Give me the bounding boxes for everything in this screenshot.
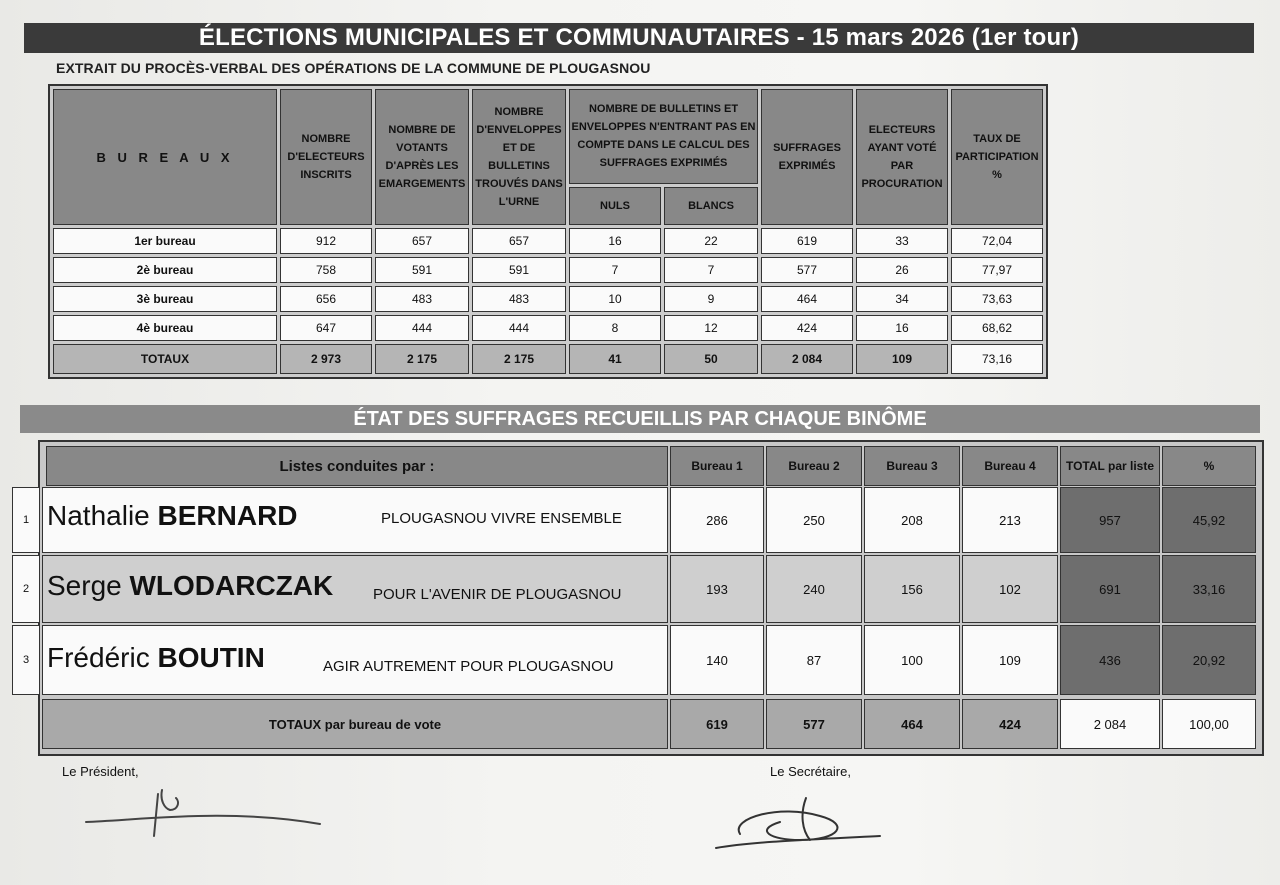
cell-bureau-3: 156 [864,555,960,623]
table-row [53,315,1043,341]
cell-taux: 73,63 [951,286,1043,312]
cell-enveloppes: 591 [472,257,566,283]
cell-bureau-1: 193 [670,555,764,623]
header-bureau-2: Bureau 2 [766,446,862,486]
header-procuration: ELECTEURS AYANT VOTÉ PAR PROCURATION [856,89,948,225]
totals-row [53,344,1043,374]
total-enveloppes: 2 175 [472,344,566,374]
row-number: 3 [12,625,40,695]
cell-bureau-1: 140 [670,625,764,695]
total-taux: 73,16 [951,344,1043,374]
cell-nuls: 8 [569,315,661,341]
header-inscrits: NOMBRE D'ELECTEURS INSCRITS [280,89,372,225]
cell-blancs: 12 [664,315,758,341]
cell-inscrits: 758 [280,257,372,283]
candidate-name [47,570,333,602]
total-votants: 2 175 [375,344,469,374]
secretaire-label: Le Secrétaire, [770,764,851,779]
list-name-cell [42,625,668,695]
candidate-last-name: BERNARD [157,500,298,531]
cell-bureau-3: 100 [864,625,960,695]
candidate-first-name: Serge [47,570,122,601]
header-participation: TAUX DE PARTICIPATION % [951,89,1043,225]
row-number: 1 [12,487,40,553]
president-signature [80,780,340,850]
cell-bureau-4: 109 [962,625,1058,695]
row-number: 2 [12,555,40,623]
cell-enveloppes: 483 [472,286,566,312]
total-pourcentage: 100,00 [1162,699,1256,749]
cell-exprimes: 577 [761,257,853,283]
cell-total-liste: 691 [1060,555,1160,623]
header-bureau-1: Bureau 1 [670,446,764,486]
total-bureau-2: 577 [766,699,862,749]
cell-votants: 657 [375,228,469,254]
total-bureau-3: 464 [864,699,960,749]
list-name-cell [42,487,668,553]
cell-bureau-3: 208 [864,487,960,553]
cell-total-liste: 436 [1060,625,1160,695]
cell-total-liste: 957 [1060,487,1160,553]
cell-taux: 68,62 [951,315,1043,341]
bureau-label: 3è bureau [53,286,277,312]
cell-votants: 483 [375,286,469,312]
list-name-cell [42,555,668,623]
header-listes: Listes conduites par : [46,446,668,486]
cell-nuls: 16 [569,228,661,254]
total-bureau-1: 619 [670,699,764,749]
cell-exprimes: 464 [761,286,853,312]
header-total-liste: TOTAL par liste [1060,446,1160,486]
cell-pourcentage: 33,16 [1162,555,1256,623]
list-label: AGIR AUTREMENT POUR PLOUGASNOU [323,658,614,675]
header-non-comptes: NOMBRE DE BULLETINS ET ENVELOPPES N'ENTRANT PAS EN COMPTE DANS LE CALCUL DES SUFFRAGES EXPRIMÉS [569,89,758,184]
candidate-name [47,500,298,532]
cell-pourcentage: 20,92 [1162,625,1256,695]
total-nuls: 41 [569,344,661,374]
president-label: Le Président, [62,764,139,779]
cell-exprimes: 424 [761,315,853,341]
bureau-label: 4è bureau [53,315,277,341]
cell-exprimes: 619 [761,228,853,254]
list-label: POUR L'AVENIR DE PLOUGASNOU [373,586,622,603]
cell-procuration: 16 [856,315,948,341]
cell-blancs: 9 [664,286,758,312]
cell-taux: 77,97 [951,257,1043,283]
candidate-first-name: Frédéric [47,642,150,673]
header-exprimes: SUFFRAGES EXPRIMÉS [761,89,853,225]
cell-enveloppes: 657 [472,228,566,254]
cell-bureau-1: 286 [670,487,764,553]
candidate-last-name: WLODARCZAK [129,570,334,601]
header-blancs: BLANCS [664,187,758,225]
cell-taux: 72,04 [951,228,1043,254]
cell-votants: 444 [375,315,469,341]
total-blancs: 50 [664,344,758,374]
cell-inscrits: 656 [280,286,372,312]
cell-procuration: 26 [856,257,948,283]
cell-pourcentage: 45,92 [1162,487,1256,553]
header-pourcentage: % [1162,446,1256,486]
cell-inscrits: 912 [280,228,372,254]
bureau-label: 2è bureau [53,257,277,283]
candidate-name [47,642,265,674]
total-exprimes: 2 084 [761,344,853,374]
header-bureau-3: Bureau 3 [864,446,960,486]
secretaire-signature [710,790,910,860]
header-votants: NOMBRE DE VOTANTS D'APRÈS LES EMARGEMENTS [375,89,469,225]
cell-nuls: 10 [569,286,661,312]
cell-nuls: 7 [569,257,661,283]
totals-label: TOTAUX par bureau de vote [42,699,668,749]
cell-blancs: 7 [664,257,758,283]
table-row [53,257,1043,283]
bureaux-results-table [48,84,1048,379]
cell-bureau-4: 213 [962,487,1058,553]
total-procuration: 109 [856,344,948,374]
cell-bureau-2: 240 [766,555,862,623]
cell-procuration: 34 [856,286,948,312]
section-title: ÉTAT DES SUFFRAGES RECUEILLIS PAR CHAQUE BINÔME [20,405,1260,433]
cell-procuration: 33 [856,228,948,254]
cell-bureau-2: 87 [766,625,862,695]
header-bureau-4: Bureau 4 [962,446,1058,486]
document-title: ÉLECTIONS MUNICIPALES ET COMMUNAUTAIRES - 15 mars 2026 (1er tour) [24,23,1254,53]
cell-votants: 591 [375,257,469,283]
candidate-first-name: Nathalie [47,500,150,531]
cell-bureau-2: 250 [766,487,862,553]
total-bureau-4: 424 [962,699,1058,749]
cell-enveloppes: 444 [472,315,566,341]
bureau-label: 1er bureau [53,228,277,254]
cell-bureau-4: 102 [962,555,1058,623]
document-subtitle: EXTRAIT DU PROCÈS-VERBAL DES OPÉRATIONS DE LA COMMUNE DE PLOUGASNOU [56,60,651,76]
header-enveloppes: NOMBRE D'ENVELOPPES ET DE BULLETINS TROUVÉS DANS L'URNE [472,89,566,225]
total-inscrits: 2 973 [280,344,372,374]
table-row [53,286,1043,312]
totals-label: TOTAUX [53,344,277,374]
cell-blancs: 22 [664,228,758,254]
header-nuls: NULS [569,187,661,225]
candidate-last-name: BOUTIN [157,642,265,673]
cell-inscrits: 647 [280,315,372,341]
total-general: 2 084 [1060,699,1160,749]
list-label: PLOUGASNOU VIVRE ENSEMBLE [381,510,622,527]
header-bureaux: B U R E A U X [53,89,277,225]
table-row [53,228,1043,254]
